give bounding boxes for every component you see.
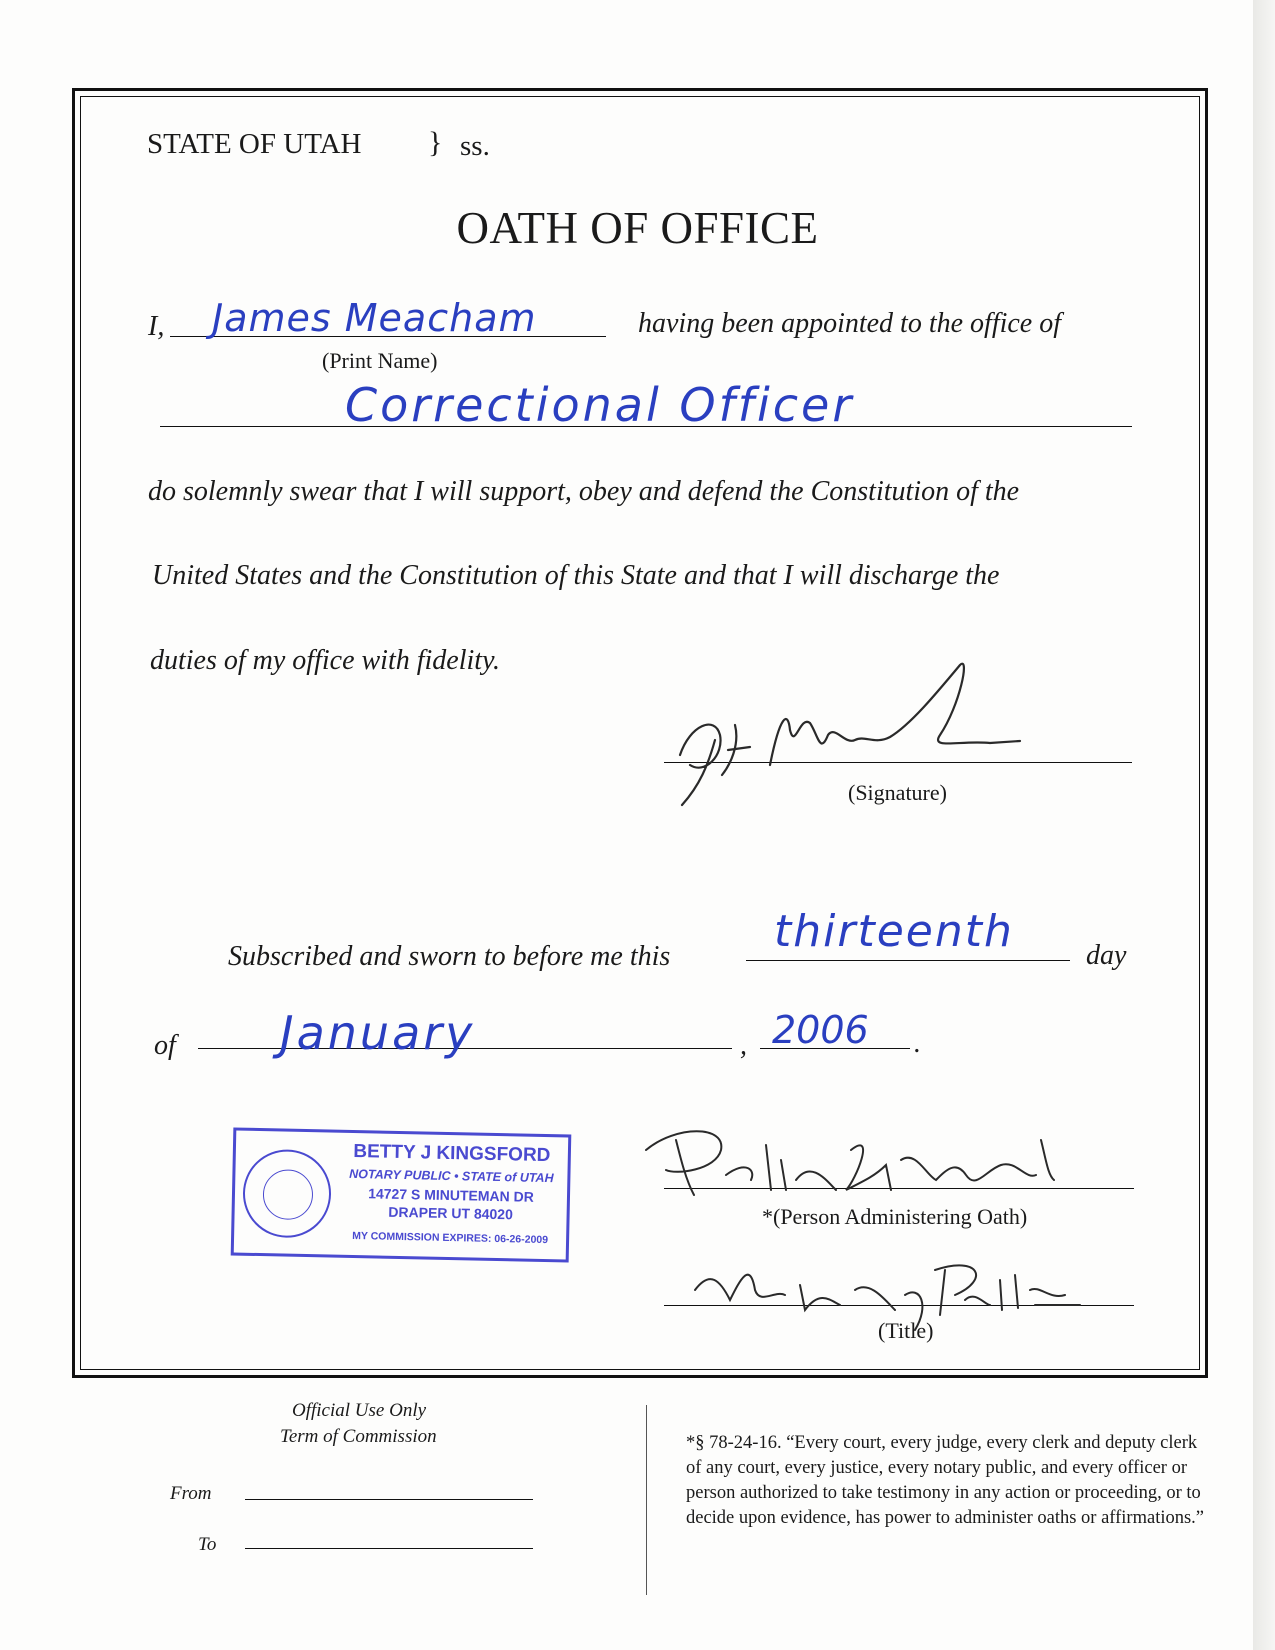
handwritten-day: thirteenth (774, 906, 1014, 957)
signature-label: (Signature) (848, 780, 947, 805)
handwritten-year: 2006 (772, 1008, 869, 1052)
stamp-line-3: DRAPER UT 84020 (388, 1203, 514, 1223)
date-period: . (914, 1028, 921, 1059)
day-line (746, 960, 1070, 961)
to-label: To (198, 1534, 217, 1555)
official-use-label: Official Use Only (292, 1400, 427, 1421)
to-line (245, 1548, 533, 1549)
footer-divider (646, 1405, 647, 1595)
handwritten-month: January (280, 1006, 476, 1060)
state-heading: STATE OF UTAH (147, 128, 362, 160)
sworn-text: Subscribed and sworn to before me this (228, 941, 671, 972)
handwritten-office: Correctional Officer (345, 378, 855, 432)
from-label: From (170, 1483, 212, 1504)
date-comma: , (740, 1030, 747, 1061)
stamp-line-2: 14727 S MINUTEMAN DR (368, 1185, 535, 1205)
title-label: (Title) (878, 1318, 934, 1343)
notary-stamp (231, 1127, 572, 1262)
appointed-text: having been appointed to the office of (638, 308, 1062, 339)
state-seal (242, 1149, 332, 1239)
term-label: Term of Commission (280, 1426, 437, 1447)
stamp-line-4: MY COMMISSION EXPIRES: 06-26-2009 (352, 1229, 549, 1247)
oath-line-3: duties of my office with fidelity. (150, 645, 500, 676)
brace: } (428, 126, 443, 159)
handwritten-name: James Meacham (212, 296, 537, 340)
page-title: OATH OF OFFICE (456, 203, 819, 253)
oath-line-1: do solemnly swear that I will support, obey and defend the Constitution of the (148, 476, 1020, 507)
stamp-line-1: NOTARY PUBLIC • STATE of UTAH (349, 1166, 554, 1186)
oath-prefix: I, (148, 311, 165, 342)
administering-label: *(Person Administering Oath) (762, 1204, 1028, 1229)
ss-abbrev: ss. (460, 130, 490, 162)
statute-note: *§ 78-24-16. “Every court, every judge, every clerk and deputy clerk of any court, every justice, every notary public, and every officer or person authorized to take testimony in any action or proceeding, or to decide upon evidence, has power to administer oaths or affirmations.” (686, 1433, 1205, 1528)
of-word: of (154, 1030, 176, 1061)
notary-signature (636, 1120, 1096, 1210)
oath-line-2: United States and the Constitution of this State and that I will discharge the (152, 560, 1000, 591)
day-word: day (1086, 940, 1127, 971)
print-name-label: (Print Name) (322, 348, 438, 373)
stamp-name: BETTY J KINGSFORD (353, 1140, 551, 1167)
from-line (245, 1499, 533, 1500)
